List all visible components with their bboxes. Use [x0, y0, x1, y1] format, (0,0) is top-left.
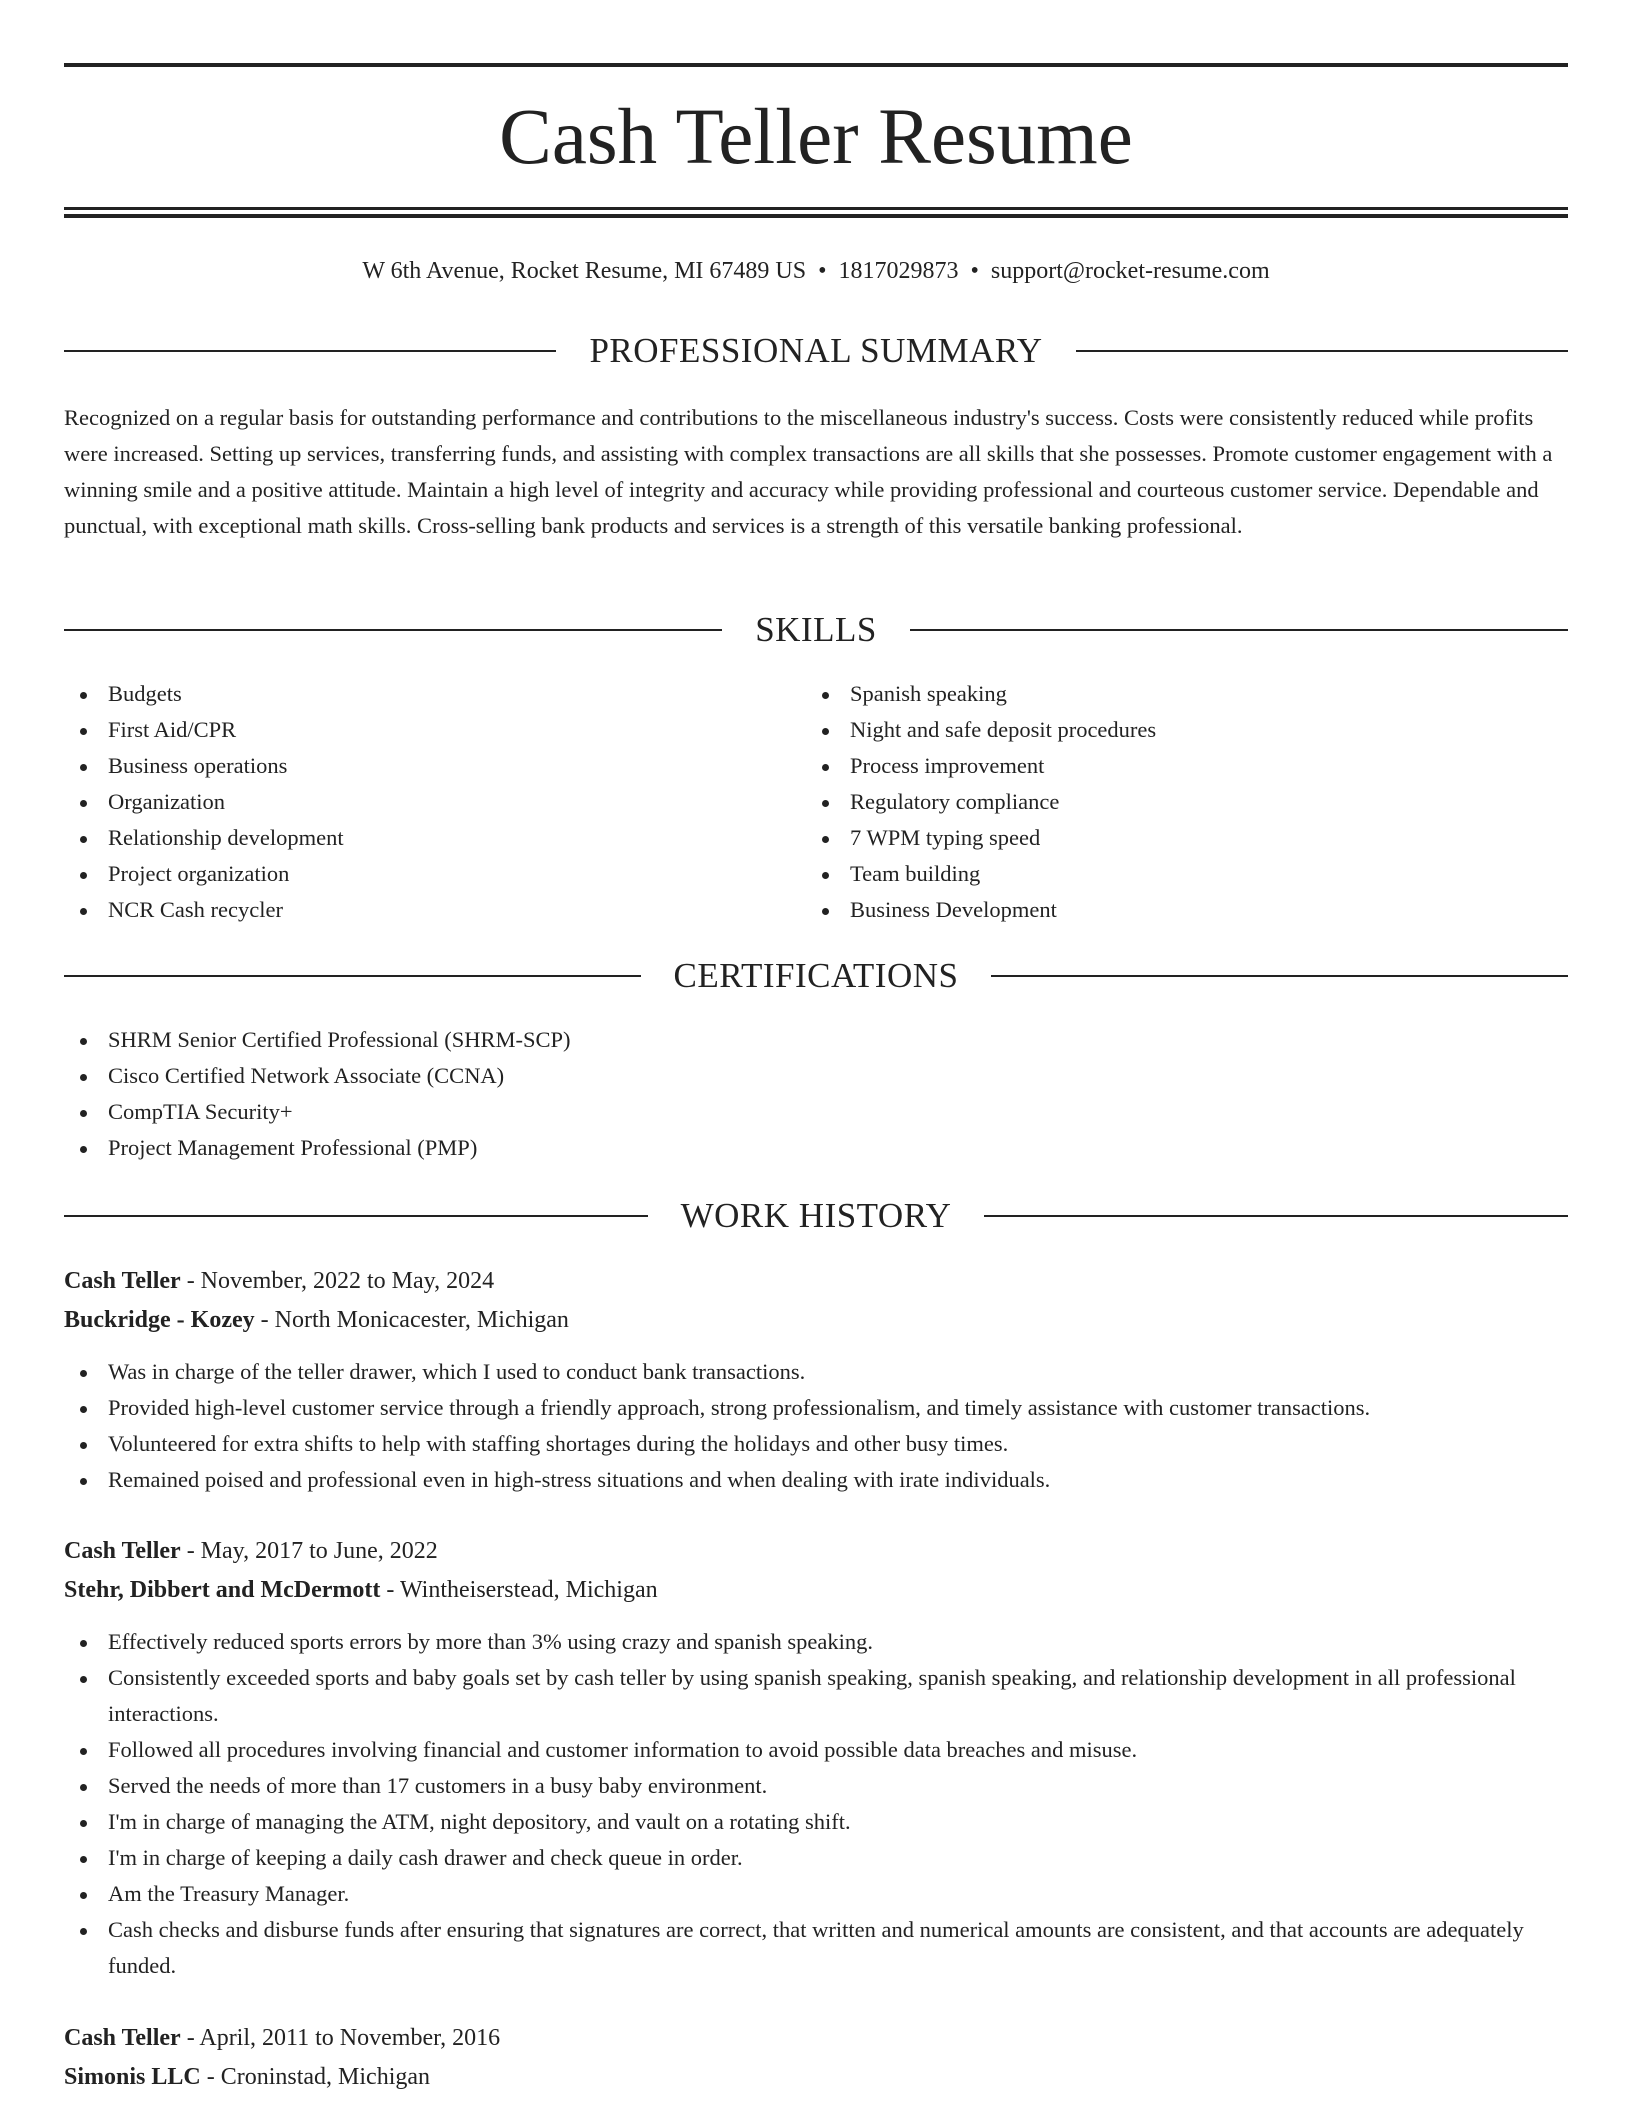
- contact-address: W 6th Avenue, Rocket Resume, MI 67489 US: [362, 258, 807, 284]
- job-bullet: Provided high-level customer service through a friendly approach, strong professionalism, and timely assistance with customer transactions.: [64, 1390, 1568, 1426]
- job-bullets: [64, 1354, 1568, 1498]
- certification-item: Cisco Certified Network Associate (CCNA): [64, 1058, 1064, 1094]
- job-title-line: [64, 1262, 1568, 1301]
- contact-separator: •: [970, 258, 979, 284]
- section-heading-certifications: [64, 954, 1568, 998]
- job-bullet: I'm in charge of keeping a daily cash drawer and check queue in order.: [64, 1840, 1568, 1876]
- job-company-line: [64, 2058, 1568, 2097]
- job-bullet: Am the Treasury Manager.: [64, 1876, 1568, 1912]
- skill-item: Spanish speaking: [806, 676, 1506, 712]
- skill-item: Relationship development: [64, 820, 764, 856]
- job-bullet: Was in charge of the teller drawer, which I used to conduct bank transactions.: [64, 1354, 1568, 1390]
- section-heading-label: SKILLS: [755, 610, 877, 649]
- contact-email: support@rocket-resume.com: [990, 258, 1270, 284]
- heading-rule: [910, 629, 1568, 631]
- job-company: Stehr, Dibbert and McDermott: [64, 1577, 381, 1603]
- heading-rule: [64, 350, 556, 352]
- title-rule-lower: [64, 214, 1568, 218]
- skill-item: Process improvement: [806, 748, 1506, 784]
- skill-item: Team building: [806, 856, 1506, 892]
- certifications-list: [64, 1022, 1064, 1166]
- job-dates: - November, 2022 to May, 2024: [180, 1268, 495, 1294]
- heading-rule: [984, 1215, 1568, 1217]
- job-bullet: I'm in charge of managing the ATM, night depository, and vault on a rotating shift.: [64, 1804, 1568, 1840]
- heading-rule: [991, 975, 1568, 977]
- job-bullet: Served the needs of more than 17 customers in a busy baby environment.: [64, 1768, 1568, 1804]
- skill-item: Budgets: [64, 676, 764, 712]
- skill-item: Project organization: [64, 856, 764, 892]
- contact-separator: •: [818, 258, 827, 284]
- skill-item: Regulatory compliance: [806, 784, 1506, 820]
- title-rule-upper: [64, 207, 1568, 210]
- skill-item: First Aid/CPR: [64, 712, 764, 748]
- heading-rule: [64, 629, 722, 631]
- job-title-line: [64, 1532, 1568, 1571]
- contact-line: [64, 255, 1568, 287]
- skill-item: Business Development: [806, 892, 1506, 928]
- heading-rule: [1076, 350, 1568, 352]
- job-entry: [64, 1262, 1568, 1498]
- job-dates: - May, 2017 to June, 2022: [180, 1538, 438, 1564]
- skill-item: Business operations: [64, 748, 764, 784]
- heading-rule: [64, 1215, 648, 1217]
- skills-list-left: [64, 676, 764, 928]
- skill-item: Organization: [64, 784, 764, 820]
- job-title-line: [64, 2019, 1568, 2058]
- job-location: - Wintheiserstead, Michigan: [380, 1577, 658, 1603]
- skills-list-right: [806, 676, 1506, 928]
- section-heading-summary: [64, 329, 1568, 373]
- summary-paragraph: Recognized on a regular basis for outstanding performance and contributions to the miscellaneous industry's success. Costs were consistently reduced while profits were increased. Setting up services, transferring funds, and assisting with complex transactions are all skills that she possesses. Promote customer engagement with a winning smile and a positive attitude. Maintain a high level of integrity and accuracy while providing professional and courteous customer service. Dependable and punctual, with exceptional math skills. Cross-selling bank products and services is a strength of this versatile banking professional.: [64, 405, 1553, 538]
- job-company: Simonis LLC: [64, 2064, 201, 2090]
- job-title: Cash Teller: [64, 1538, 181, 1564]
- section-heading-label: CERTIFICATIONS: [673, 956, 959, 995]
- job-bullet: Consistently exceeded sports and baby goals set by cash teller by using spanish speaking, spanish speaking, and relationship development in all professional interactions.: [64, 1660, 1568, 1732]
- skill-item: 7 WPM typing speed: [806, 820, 1506, 856]
- job-company-line: [64, 1301, 1568, 1340]
- job-bullets: [64, 1624, 1568, 1984]
- job-company: Buckridge - Kozey: [64, 1307, 255, 1333]
- top-rule: [64, 63, 1568, 67]
- section-heading-skills: [64, 608, 1568, 652]
- contact-phone: 1817029873: [838, 258, 959, 284]
- job-title: Cash Teller: [64, 2025, 181, 2051]
- job-title: Cash Teller: [64, 1268, 181, 1294]
- job-location: - North Monicacester, Michigan: [254, 1307, 569, 1333]
- job-dates: - April, 2011 to November, 2016: [180, 2025, 501, 2051]
- job-bullet: Followed all procedures involving financial and customer information to avoid possible data breaches and misuse.: [64, 1732, 1568, 1768]
- section-heading-work-history: [64, 1194, 1568, 1238]
- section-heading-label: PROFESSIONAL SUMMARY: [589, 331, 1043, 370]
- job-bullet: Volunteered for extra shifts to help with staffing shortages during the holidays and other busy times.: [64, 1426, 1568, 1462]
- job-location: - Croninstad, Michigan: [200, 2064, 431, 2090]
- job-bullet: Effectively reduced sports errors by more than 3% using crazy and spanish speaking.: [64, 1624, 1568, 1660]
- heading-rule: [64, 975, 641, 977]
- certification-item: SHRM Senior Certified Professional (SHRM-SCP): [64, 1022, 1064, 1058]
- section-heading-label: WORK HISTORY: [680, 1196, 952, 1235]
- skill-item: Night and safe deposit procedures: [806, 712, 1506, 748]
- job-bullet: Remained poised and professional even in high-stress situations and when dealing with irate individuals.: [64, 1462, 1568, 1498]
- job-entry: [64, 1532, 1568, 1984]
- job-company-line: [64, 1571, 1568, 1610]
- skill-item: NCR Cash recycler: [64, 892, 764, 928]
- certification-item: CompTIA Security+: [64, 1094, 1064, 1130]
- job-bullet: Cash checks and disburse funds after ensuring that signatures are correct, that written and numerical amounts are consistent, and that accounts are adequately funded.: [64, 1912, 1568, 1984]
- resume-title: Cash Teller Resume: [499, 94, 1133, 181]
- job-entry: [64, 2019, 1568, 2097]
- certification-item: Project Management Professional (PMP): [64, 1130, 1064, 1166]
